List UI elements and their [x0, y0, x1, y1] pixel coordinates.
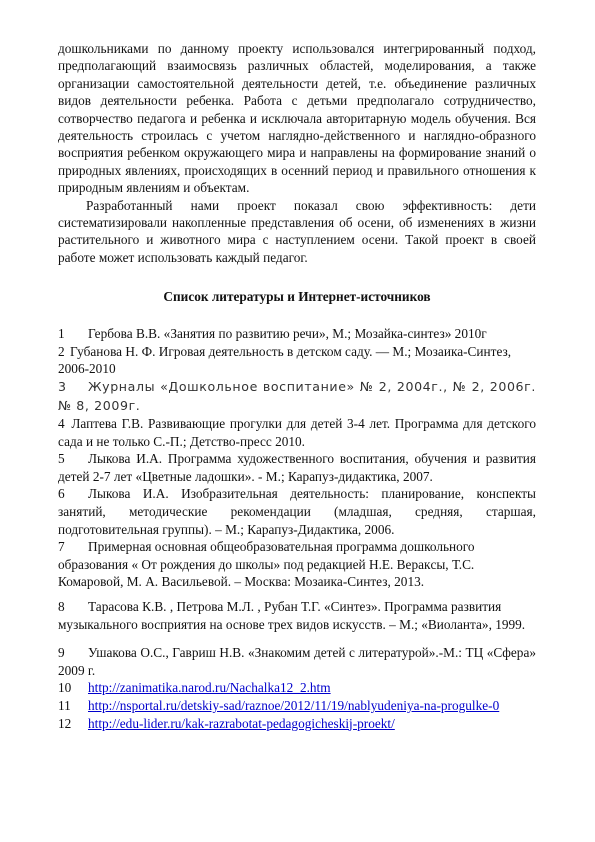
reference-link[interactable]: http://nsportal.ru/detskiy-sad/raznoe/2012/11/19/nablyudeniya-na-progulke-0: [88, 697, 500, 713]
reference-item: [58, 598, 536, 633]
reference-number: 1: [58, 326, 65, 342]
reference-number: 6: [58, 486, 65, 502]
reference-number: 4: [58, 416, 65, 432]
reference-link[interactable]: http://zanimatika.narod.ru/Nachalka12_2.htm: [88, 680, 331, 696]
reference-text: Тарасова К.В. , Петрова М.Л. , Рубан Т.Г. «Синтез». Программа развития музыкального восприятия на основе трех видов искусств. – М.; «Виоланта», 1999.: [58, 599, 526, 632]
reference-text: Ушакова О.С., Гавриш Н.В. «Знакомим детей с литературой».-М.: ТЦ «Сфера» 2009 г.: [58, 645, 536, 678]
reference-item: [58, 679, 536, 697]
reference-number: 2: [58, 343, 65, 359]
reference-item: [58, 343, 536, 378]
reference-number: 3: [58, 379, 67, 395]
reference-item: [58, 715, 536, 733]
body-paragraph-2: Разработанный нами проект показал свою эффективность: дети систематизировали накопленные представления об осени, об изменениях в жизни растительного и животного мира с наступлением осени. Такой проект в своей работе может использовать каждый педагог.: [58, 197, 536, 265]
reference-text: Гербова В.В. «Занятия по развитию речи», М.; Мозайка-синтез» 2010г: [88, 326, 487, 342]
reference-item: [58, 325, 536, 343]
reference-item: [58, 485, 536, 538]
reference-item: [58, 697, 536, 715]
body-paragraph-1: дошкольниками по данному проекту использовался интегрированный подход, предполагающий взаимосвязь различных областей, моделирования, а также организации самостоятельной деятельности детей, т.е. объединение различных видов деятельности ребенка. Работа с детьми предполагало сотрудничество, сотворчество педагога и ребенка и исключала авторитарную модель обучения. Вся деятельность строилась с учетом наглядно-действенного и наглядно-образного восприятия ребенком окружающего мира и направлены на формирование знаний о природных явлениях, происходящих в осенний период и правильного отношения к природным явлениям и объектам.: [58, 41, 536, 196]
reference-text: Лаптева Г.В. Развивающие прогулки для детей 3-4 лет. Программа для детского сада и не только С.-П.; Детство-пресс 2010.: [58, 416, 536, 449]
references-list: [58, 325, 536, 732]
document-page: [58, 40, 536, 732]
reference-item: [58, 538, 536, 591]
reference-link[interactable]: http://edu-lider.ru/kak-razrabotat-pedagogicheskij-proekt/: [88, 715, 395, 731]
reference-text: Лыкова И.А. Изобразительная деятельность: планирование, конспекты занятий, методические рекомендации (младшая, средняя, старшая, подготовительная группы). – М.; Карапуз-Дидактика, 2006.: [58, 486, 536, 537]
references-heading: Список литературы и Интернет-источников: [163, 289, 431, 305]
reference-text: Лыкова И.А. Программа художественного воспитания, обучения и развития детей 2-7 лет «Цветные ладошки». - М.; Карапуз-дидактика, 2007.: [58, 451, 536, 484]
reference-item: [58, 644, 536, 679]
reference-number: 7: [58, 539, 65, 555]
reference-number: 11: [58, 697, 71, 713]
reference-number: 10: [58, 680, 72, 696]
reference-item: [58, 415, 536, 450]
reference-text: Журналы «Дошкольное воспитание» № 2, 2004г., № 2, 2006г. № 8, 2009г.: [58, 379, 536, 413]
reference-text: Примерная основная общеобразовательная программа дошкольного образования « От рождения до школы» под редакцией Н.Е. Веракcы, Т.С. Комаровой, М. А. Васильевой. – Москва: Мозаика-Синтез, 2013.: [58, 539, 475, 590]
reference-item: [58, 450, 536, 485]
reference-number: 9: [58, 645, 65, 661]
reference-number: 12: [58, 715, 72, 731]
reference-number: 5: [58, 451, 65, 467]
reference-number: 8: [58, 599, 65, 614]
reference-text: Губанова Н. Ф. Игровая деятельность в детском саду. — М.; Мозаика-Синтез, 2006-2010: [58, 343, 512, 377]
reference-item: [58, 378, 536, 415]
